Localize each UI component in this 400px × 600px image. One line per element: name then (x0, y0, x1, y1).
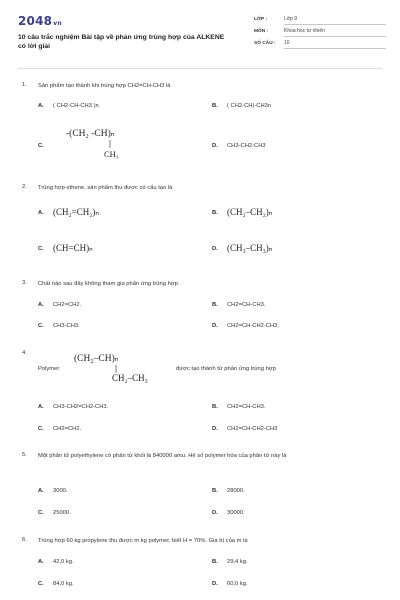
option-text: CH2=CH-CH2-CH3. (227, 323, 280, 329)
q4-stem-post (176, 366, 276, 372)
option-text: CH2=CH2. (53, 426, 82, 432)
option-text: 84,0 kg. (53, 581, 74, 587)
option-text: CH2=CH-CH2-CH3 (227, 426, 278, 432)
option-letter: A. (38, 302, 44, 308)
question-number: 5. (22, 452, 27, 458)
option-formula: (CH₂=CH₂)ₙ (53, 207, 99, 217)
lop-label: LỚP : (254, 17, 268, 22)
option-text: ( CH2-CH-CH3 )n (53, 103, 99, 109)
question-stem: Một phân tử polyethylene có phân tử khối là 840000 amu. Hệ số polymer hóa của phân tử này là (38, 453, 287, 459)
question-number: 2. (22, 184, 27, 190)
question-stem: Chất nào sau đây không tham gia phản ứng trùng hợp (38, 281, 178, 287)
option-formula: (CH=CH)ₙ (53, 243, 93, 253)
option-letter: D. (212, 510, 218, 516)
option-letter: D. (212, 323, 218, 329)
meta-row-lop (254, 14, 386, 26)
option-letter: B. (212, 302, 218, 308)
option-letter: B. (212, 488, 218, 494)
question-stem: Trùng hợp ethene, sản phẩm thu được có cấu tạo là (38, 185, 173, 191)
option-text: CH3-CH2=CH2-CH3. (53, 404, 109, 410)
option-text: CH2=CH-CH3. (227, 302, 266, 308)
question-number: 3. (22, 280, 27, 286)
option-letter: A. (38, 488, 44, 494)
meta-row-socau (254, 38, 386, 50)
option-text: 25000. (53, 510, 71, 516)
option-text: 30000. (227, 510, 245, 516)
question-number: 4. (22, 350, 27, 356)
question-number: 6. (22, 537, 27, 543)
option-letter: C. (38, 323, 44, 329)
formula-main: (CH₂–CH)ₙ (74, 354, 119, 364)
formula-substituent: CH₃ (104, 149, 119, 159)
question-number: 1. (22, 82, 27, 88)
socau-label: SỐ CÂU : (254, 41, 276, 46)
lop-value: Lớp 9 (284, 16, 386, 25)
header-divider (18, 68, 382, 69)
option-text: CH3-CH3. (53, 323, 80, 329)
option-letter: A. (38, 210, 44, 216)
option-text: CH2=CH2. (53, 302, 82, 308)
option-letter: C. (38, 143, 44, 149)
logo-main: 2048 (18, 14, 53, 28)
option-text: 3000. (53, 488, 68, 494)
mon-label: MÔN : (254, 29, 269, 34)
option-text: 60,0 kg. (227, 581, 248, 587)
option-letter: B. (212, 103, 218, 109)
option-text: ( CH2-CH)-CH3n (227, 103, 272, 109)
formula-main: -(CH₂ -CH)ₙ (66, 129, 115, 139)
option-formula: (CH₂–CH₂)ₙ (227, 207, 273, 217)
option-letter: D. (212, 426, 218, 432)
option-text: CH2=CH-CH3. (227, 404, 266, 410)
option-letter: D. (212, 246, 218, 252)
option-formula: (CH₃–CH₃)ₙ (227, 243, 273, 253)
formula-substituent: CH₂–CH₃ (112, 373, 148, 383)
socau-value: 10 (284, 40, 386, 49)
meta-box (254, 14, 386, 50)
site-logo[interactable] (18, 14, 62, 28)
option-letter: A. (38, 404, 44, 410)
q4-stem-pre (38, 366, 59, 372)
meta-row-mon (254, 26, 386, 38)
option-text: 28000. (227, 488, 245, 494)
option-letter: A. (38, 559, 44, 565)
option-letter: A. (38, 103, 44, 109)
option-text: CH3-CH2-CH3 (227, 143, 266, 149)
option-text: 42,0 kg. (53, 559, 74, 565)
option-letter: B. (212, 210, 218, 216)
stem-post-text: được tạo thành từ phản ứng trùng hợp (176, 366, 276, 372)
logo-sub: vn (53, 20, 62, 27)
worksheet-title: 10 câu trắc nghiệm Bài tập về phản ứng trùng hợp của ALKENE có lời giải (18, 34, 225, 50)
q4-polymer-formula (72, 348, 172, 386)
mon-value: Khoa học tự nhiên (284, 28, 386, 37)
option-letter: D. (212, 581, 218, 587)
option-letter: C. (38, 426, 44, 432)
q1-option-c-formula (60, 122, 150, 162)
option-text: 29,4 kg. (227, 559, 248, 565)
option-letter: C. (38, 581, 44, 587)
option-letter: C. (38, 246, 44, 252)
option-letter: C. (38, 510, 44, 516)
option-letter: D. (212, 143, 218, 149)
option-letter: B. (212, 559, 218, 565)
option-letter: B. (212, 404, 218, 410)
stem-pre-text: Polymer (38, 366, 60, 372)
worksheet-header (18, 14, 386, 60)
question-stem: Sản phẩm tạo thành khi trùng hợp CH2=CH-CH3 là (38, 83, 171, 89)
question-stem: Trùng hợp 60 kg propylene thu được m kg polymer, biết H = 70%. Giá trị của m là (38, 538, 248, 544)
